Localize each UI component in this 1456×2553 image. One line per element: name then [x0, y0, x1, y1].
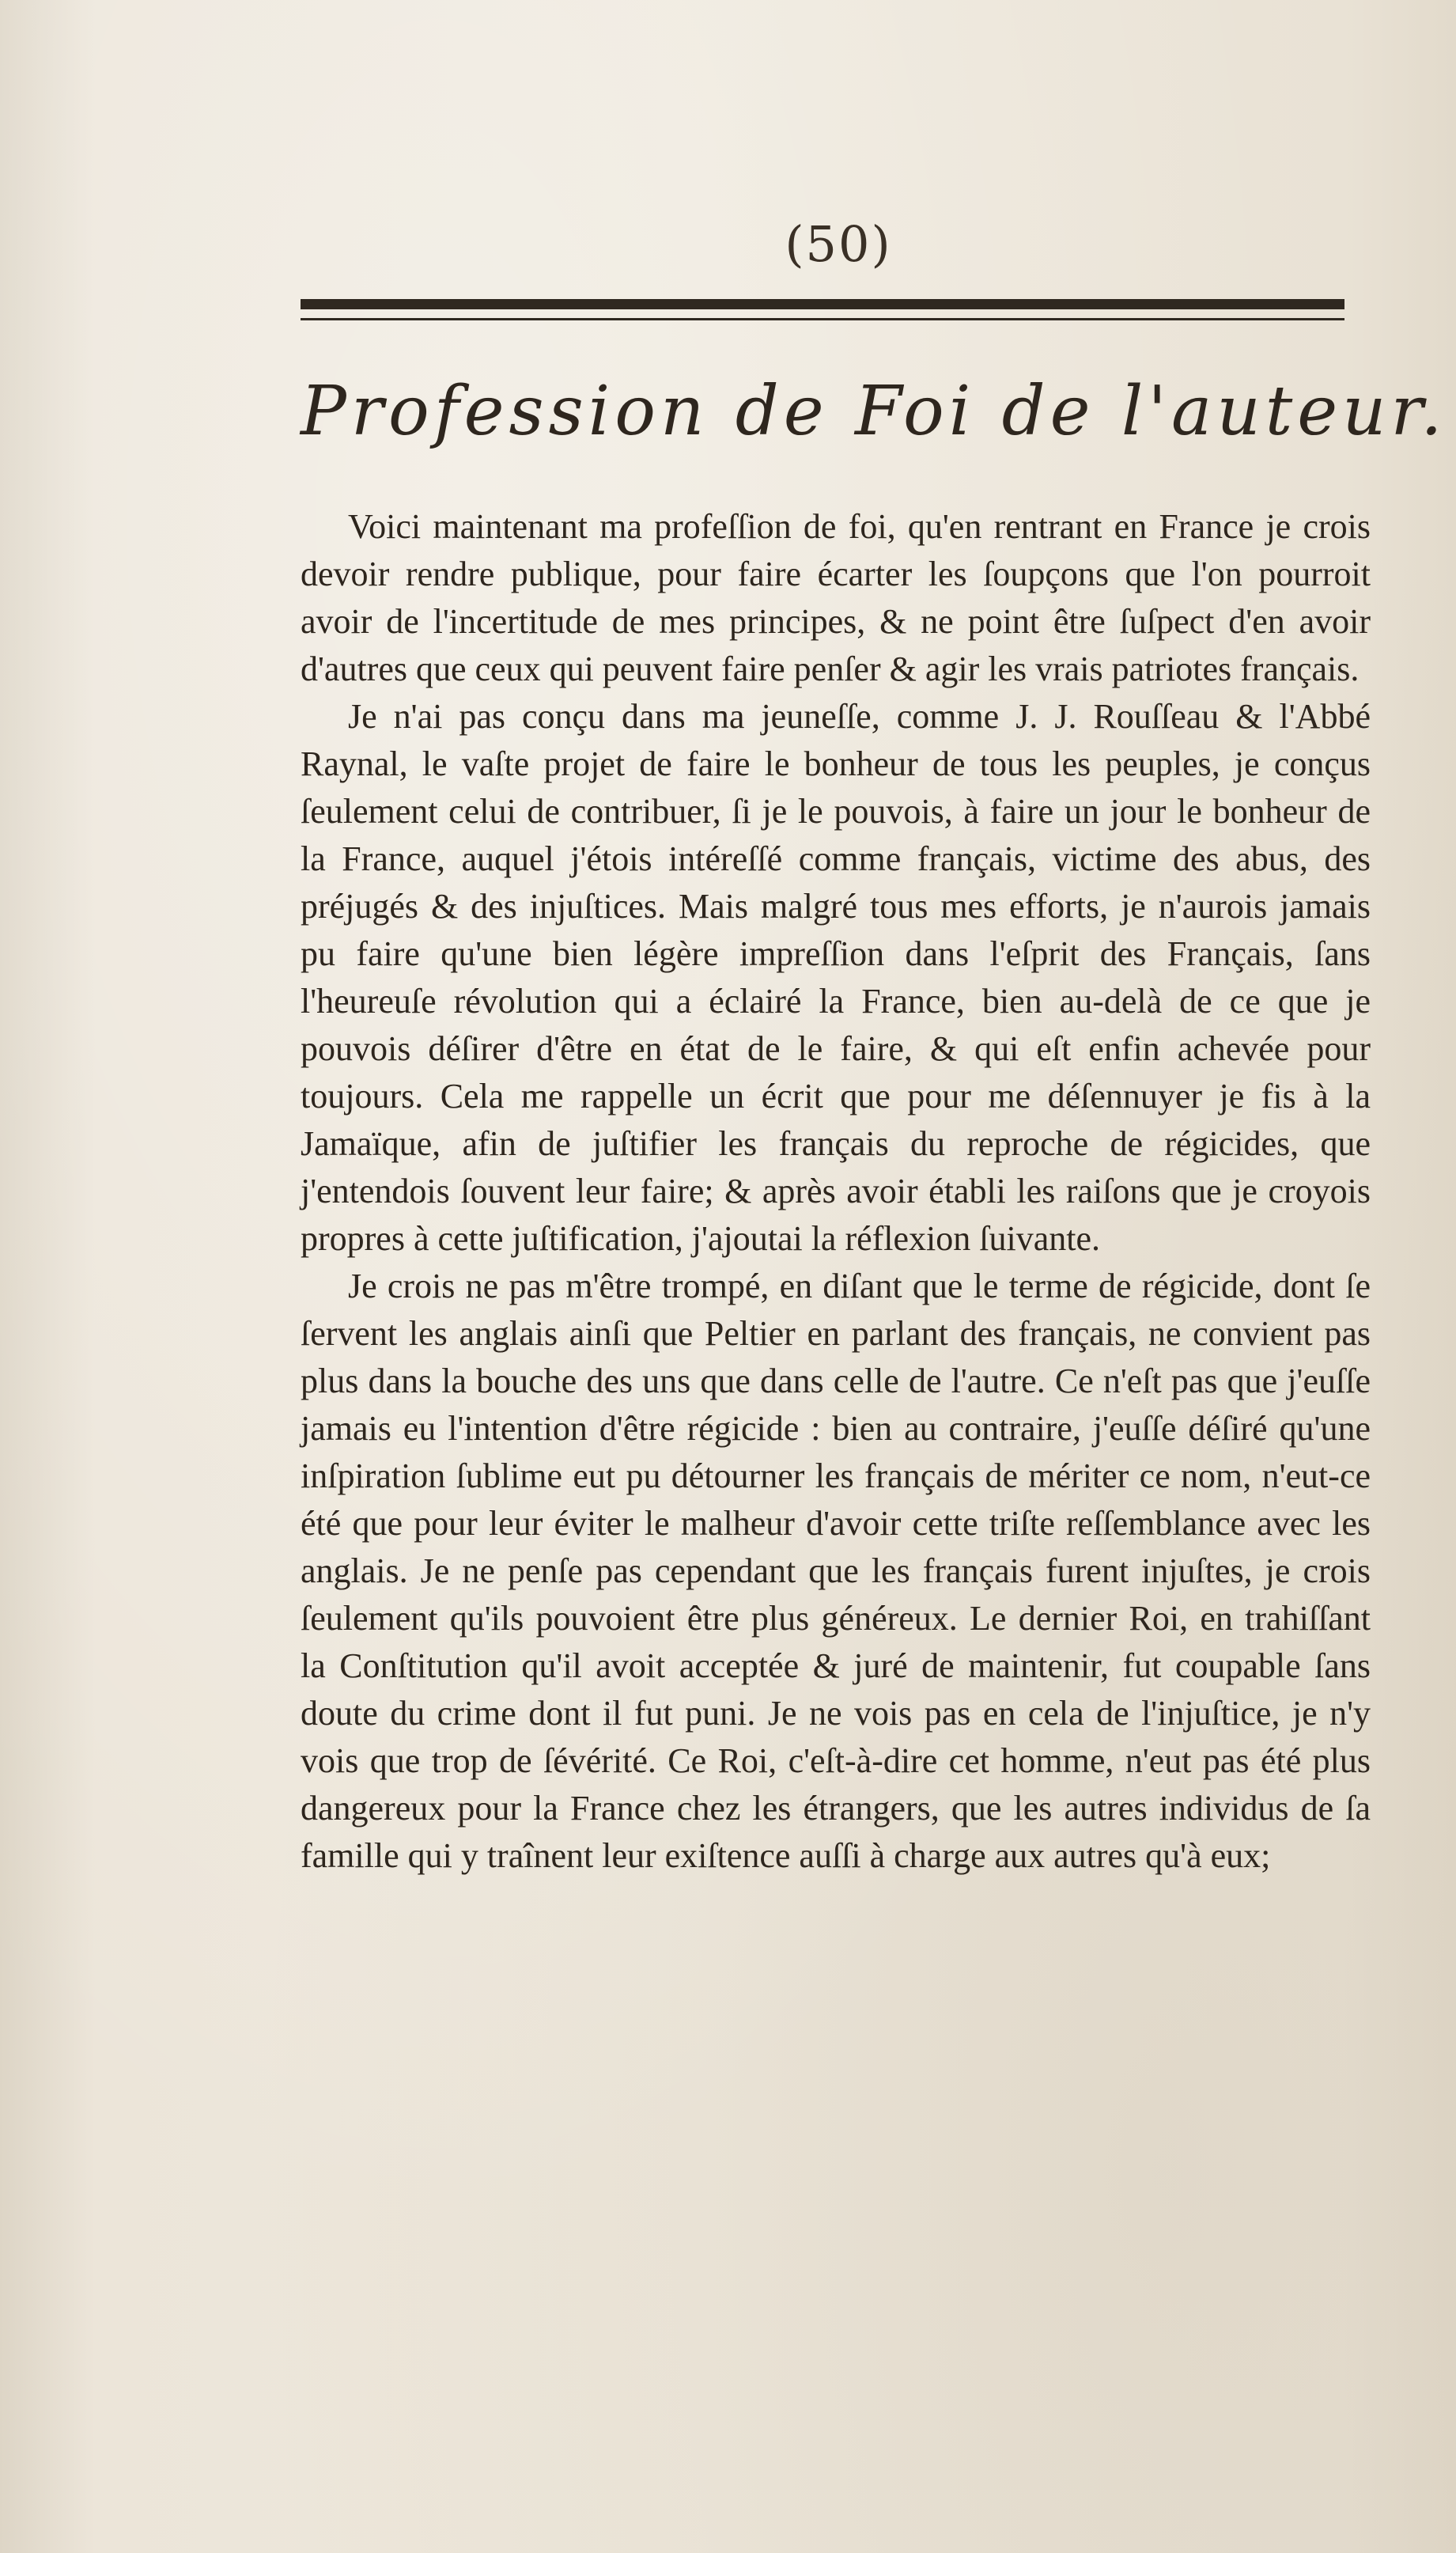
- paragraph-1: Voici maintenant ma profeſſion de foi, qu'en rentrant en France je crois devoir rendre publique, pour faire écarter les ſoupçons que l'on pourroit avoir de l'incertitude de mes principes, & ne point être ſuſpect d'en avoir d'autres que ceux qui peuvent faire penſer & agir les vrais patriotes français.: [301, 507, 1371, 688]
- section-heading: Profession de Foi de l'auteur.: [301, 372, 1447, 451]
- header-rule-thick: [301, 299, 1344, 309]
- paragraph-3: Je crois ne pas m'être trompé, en diſant que le terme de régicide, dont ſe ſervent les anglais ainſi que Peltier en parlant des français, ne convient pas plus dans la bouche des uns que dans celle de l'autre. Ce n'eſt pas que j'euſſe jamais eu l'intention d'être régicide : bien au contraire, j'euſſe déſiré qu'une inſpiration ſublime eut pu détourner les français de mériter ce nom, n'eut-ce été que pour leur éviter le malheur d'avoir cette triſte reſſemblance avec les anglais. Je ne penſe pas cependant que les français furent injuſtes, je crois ſeulement qu'ils pouvoient être plus généreux. Le dernier Roi, en trahiſſant la Conſtitution qu'il avoit acceptée & juré de maintenir, fut coupable ſans doute du crime dont il fut puni. Je ne vois pas en cela de l'injuſtice, je n'y vois que trop de ſévérité. Ce Roi, c'eſt-à-dire cet homme, n'eut pas été plus dangereux pour la France chez les étrangers, que les autres individus de ſa famille qui y traînent leur exiſtence auſſi à charge aux autres qu'à eux;: [301, 1267, 1371, 1875]
- header-rule-thin: [301, 318, 1344, 320]
- body-text: [301, 503, 1371, 1880]
- paragraph-2: Je n'ai pas conçu dans ma jeuneſſe, comme J. J. Rouſſeau & l'Abbé Raynal, le vaſte projet de faire le bonheur de tous les peuples, je conçus ſeulement celui de contribuer, ſi je le pouvois, à faire un jour le bonheur de la France, auquel j'étois intéreſſé comme français, victime des abus, des préjugés & des injuſtices. Mais malgré tous mes efforts, je n'aurois jamais pu faire qu'une bien légère impreſſion dans l'eſprit des Français, ſans l'heureuſe révolution qui a éclairé la France, bien au-delà de ce que je pouvois déſirer d'être en état de le faire, & qui eſt enfin achevée pour toujours. Cela me rappelle un écrit que pour me déſennuyer je fis à la Jamaïque, afin de juſtifier les français du reproche de régicides, que j'entendois ſouvent leur faire; & après avoir établi les raiſons que je croyois propres à cette juſtification, j'ajoutai la réflexion ſuivante.: [301, 697, 1371, 1258]
- page-number: (50): [785, 215, 892, 273]
